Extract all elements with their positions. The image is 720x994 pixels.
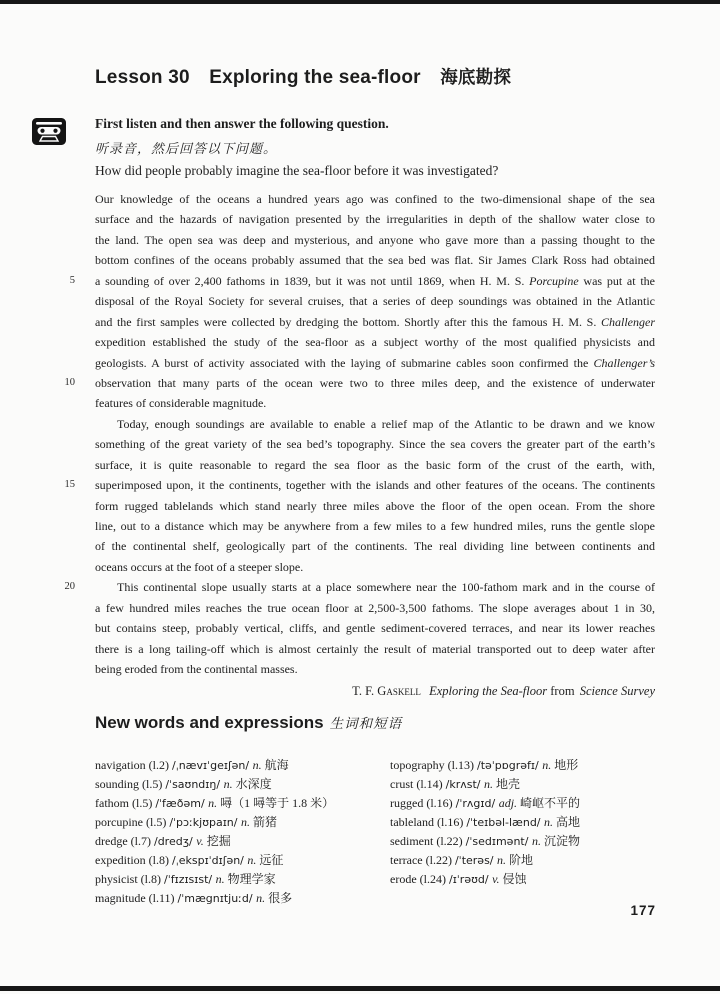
line-number: [0, 414, 75, 434]
vocab-definition: 阶地: [509, 853, 534, 867]
passage-line: [0, 516, 655, 536]
passage: [0, 189, 655, 680]
page-edge-top: [0, 0, 720, 4]
vocab-definition: 挖掘: [206, 834, 231, 848]
vocab-definition: 地形: [554, 758, 579, 772]
passage-line: [0, 659, 655, 679]
vocab-pronunciation: /ˈpɔːkjʊpaɪn/: [169, 816, 241, 829]
passage-line-text: line, out to a distance which may be anywhere from a few miles to a few hundred miles, runs the gentle slope: [95, 519, 655, 533]
passage-line-text: a sounding of over 2,400 fathoms in 1839, but it was not until 1869, when H. M. S. Porcupine was put at the: [95, 273, 656, 288]
passage-line-text: This continental slope usually starts at a place somewhere near the 100-fathom mark and in the course of: [117, 580, 655, 595]
passage-line: [0, 393, 655, 413]
vocab-item: [95, 832, 387, 851]
passage-line-text: being eroded from the continental masses.: [95, 662, 298, 677]
vocab-item: [95, 794, 387, 813]
vocab-part-of-speech: adj.: [498, 796, 521, 810]
passage-line-text: superimposed upon, it the continents, together with the islands and other features of the oceans. The continents: [95, 478, 655, 493]
vocab-item: [390, 870, 656, 889]
page-edge-bottom: [0, 986, 720, 991]
line-number: [0, 639, 75, 659]
vocab-word: tableland: [390, 815, 437, 829]
lesson-number: Lesson 30: [95, 67, 190, 88]
vocab-pronunciation: /ˌnævɪˈgeɪʃən/: [171, 759, 253, 772]
line-number: [0, 189, 75, 209]
vocab-word: sediment: [390, 834, 437, 848]
vocab-item: [390, 851, 656, 870]
passage-line-text: surface, it is quite reasonable to regard the sea floor as the basic form of the crust of the earth, with,: [95, 457, 655, 472]
passage-line: [0, 271, 655, 291]
vocab-word: expedition: [95, 853, 149, 867]
vocab-word: dredge: [95, 834, 131, 848]
vocab-word: crust: [390, 777, 417, 791]
line-number: [0, 516, 75, 536]
vocab-item: [390, 832, 656, 851]
passage-line-text: expedition established the study of the sea-floor as a subject worthy of the most qualified physicists and: [95, 335, 655, 350]
vocab-section-heading: [95, 712, 402, 733]
vocab-part-of-speech: n.: [542, 758, 555, 772]
vocab-word: terrace: [390, 853, 426, 867]
vocab-part-of-speech: v.: [196, 834, 207, 848]
line-number: [0, 557, 75, 577]
vocab-pronunciation: /ˌekspɪˈdɪʃən/: [171, 854, 248, 867]
vocab-part-of-speech: n.: [247, 853, 260, 867]
vocab-pronunciation: /dredʒ/: [153, 835, 197, 848]
line-number: 10: [64, 376, 75, 388]
vocab-word: fathom: [95, 796, 132, 810]
vocab-part-of-speech: n.: [484, 777, 497, 791]
passage-line-text: disposal of the Royal Society for several cruises, that a series of deep soundings was obtained in the Atlantic: [95, 294, 655, 309]
attribution-author: T. F. Gaskell: [352, 684, 421, 698]
vocab-definition: 水深度: [235, 777, 272, 791]
vocab-item: [390, 813, 656, 832]
attribution-work: Exploring the Sea-floor: [429, 684, 548, 698]
lesson-title: [95, 64, 511, 89]
passage-line-text: observation that many parts of the ocean were two to three miles deep, and the existence of underwater: [95, 375, 655, 390]
vocab-part-of-speech: n.: [215, 872, 228, 886]
vocab-item: [390, 794, 656, 813]
vocab-word: porcupine: [95, 815, 146, 829]
passage-line: [0, 496, 655, 516]
vocab-part-of-speech: n.: [223, 777, 236, 791]
vocab-definition: 箭猪: [252, 815, 277, 829]
vocab-line-ref: (l.24): [419, 872, 449, 886]
vocab-part-of-speech: n.: [208, 796, 221, 810]
line-number: [0, 536, 75, 556]
line-number: [0, 332, 75, 352]
vocab-definition: 崎岖不平的: [520, 796, 581, 810]
passage-line: [0, 639, 655, 659]
line-number: [0, 598, 75, 618]
vocab-pronunciation: /ɪˈrəʊd/: [448, 873, 493, 886]
vocab-item: [95, 851, 387, 870]
vocab-pronunciation: /ˈmægnɪtjuːd/: [177, 892, 257, 905]
passage-line: [0, 332, 655, 352]
vocab-definition: 地壳: [496, 777, 521, 791]
vocab-word: rugged: [390, 796, 427, 810]
line-number: [0, 659, 75, 679]
cassette-icon: [32, 118, 66, 150]
vocab-list-right: [390, 756, 656, 889]
listening-instruction-zh: 听录音，然后回答以下问题。: [95, 141, 278, 156]
line-number: [0, 393, 75, 413]
vocab-pronunciation: /ˈteɪbəl-lænd/: [466, 816, 544, 829]
line-number: [0, 496, 75, 516]
passage-line-text: Our knowledge of the oceans a hundred years ago was confined to the two-dimensional shape of the sea: [95, 192, 655, 206]
listening-question: How did people probably imagine the sea-floor before it was investigated?: [95, 163, 499, 178]
vocab-pronunciation: /ˈfæðəm/: [155, 797, 209, 810]
vocab-line-ref: (l.16): [436, 815, 467, 829]
vocab-line-ref: (l.14): [416, 777, 446, 791]
vocab-pronunciation: /ˈsaʊndɪŋ/: [165, 778, 224, 791]
vocab-item: [95, 889, 387, 908]
passage-line: [0, 557, 655, 577]
vocab-word: sounding: [95, 777, 143, 791]
passage-line-text: of the continental shelf, geologically part of the continents. The real dividing line between continents and: [95, 539, 655, 554]
vocab-line-ref: (l.5): [142, 777, 166, 791]
passage-line: [0, 475, 655, 495]
vocab-part-of-speech: n.: [544, 815, 556, 829]
passage-line: [0, 230, 655, 250]
lesson-title-zh: 海底勘探: [440, 67, 512, 87]
line-number: 20: [64, 581, 75, 593]
line-number: 5: [69, 274, 75, 286]
vocab-item: [390, 775, 656, 794]
passage-line: [0, 291, 655, 311]
passage-line: [0, 536, 655, 556]
passage-line: [0, 414, 655, 434]
vocab-definition: 噚（1 噚等于 1.8 米）: [220, 796, 335, 810]
line-number: [0, 291, 75, 311]
vocab-line-ref: (l.8): [148, 853, 172, 867]
passage-line: [0, 209, 655, 229]
passage-line-text: geologists. A burst of activity associated with the laying of submarine cables soon confirmed the Challenger’s: [95, 355, 655, 370]
passage-line: [0, 455, 655, 475]
vocab-part-of-speech: n.: [256, 891, 269, 905]
page-number: 177: [630, 903, 656, 918]
vocab-definition: 航海: [264, 758, 289, 772]
vocab-item: [390, 756, 656, 775]
vocab-pronunciation: /təˈpɒgrəfɪ/: [476, 759, 543, 772]
passage-line-text: oceans occurs at the foot of a steeper slope.: [95, 559, 304, 574]
vocab-line-ref: (l.22): [425, 853, 455, 867]
vocab-line-ref: (l.8): [140, 872, 164, 886]
vocab-line-ref: (l.7): [130, 834, 154, 848]
passage-line: [0, 353, 655, 373]
passage-line: [0, 373, 655, 393]
vocab-line-ref: (l.2): [148, 758, 172, 772]
attribution-connector: from: [550, 684, 575, 698]
listening-instruction-block: [95, 116, 655, 179]
line-number: [0, 312, 75, 332]
vocab-heading-zh: 生词和短语: [329, 716, 403, 731]
vocab-pronunciation: /krʌst/: [445, 778, 485, 791]
vocab-part-of-speech: n.: [531, 834, 544, 848]
vocab-line-ref: (l.22): [436, 834, 466, 848]
passage-line-text: a few hundred miles reaches the true ocean floor at 2,500-3,500 fathoms. The slope averages about 1 in 30,: [95, 600, 655, 615]
line-number: [0, 209, 75, 229]
passage-line-text: something of the great variety of the sea bed’s topography. Since the sea covers the greater part of the earth’s: [95, 437, 655, 452]
passage-line-text: Today, enough soundings are available to enable a relief map of the Atlantic to be drawn and we know: [117, 416, 655, 431]
passage-line: [0, 577, 655, 597]
vocab-part-of-speech: n.: [240, 815, 253, 829]
passage-line: [0, 189, 655, 209]
vocab-pronunciation: /ˈterəs/: [454, 854, 498, 867]
passage-line-text: features of considerable magnitude.: [95, 396, 267, 411]
vocab-pronunciation: /ˈrʌgɪd/: [455, 797, 499, 810]
attribution: [352, 684, 655, 699]
vocab-heading-en: New words and expressions: [95, 713, 324, 732]
vocab-definition: 远征: [259, 853, 284, 867]
vocab-line-ref: (l.13): [447, 758, 477, 772]
passage-line-text: there is a long tailing-off which is almost certainly the result of material transported out to deep water after: [95, 641, 655, 656]
passage-line-text: surface and the hazards of navigation presented by the irregularities in depth of the shallow water close to: [95, 212, 655, 227]
vocab-definition: 很多: [268, 891, 293, 905]
passage-line-text: bottom confines of the oceans probably assumed that the sea bed was flat. Sir James Clark Ross had obtained: [95, 253, 655, 268]
vocab-item: [95, 870, 387, 889]
passage-line: [0, 250, 655, 270]
vocab-item: [95, 775, 387, 794]
vocab-part-of-speech: v.: [492, 872, 503, 886]
vocab-definition: 物理学家: [227, 872, 276, 886]
line-number: [0, 618, 75, 638]
passage-line-text: and the first samples were collected by dredging the bottom. Shortly after this the famous H. M. S. Challenger: [95, 314, 655, 329]
vocab-definition: 高地: [556, 815, 581, 829]
vocab-line-ref: (l.5): [132, 796, 156, 810]
passage-line-text: the land. The open sea was deep and mysterious, and anyone who gave more than a passing thought to the: [95, 232, 655, 247]
line-number: [0, 434, 75, 454]
passage-line-text: form rugged tablelands which stand nearly three miles above the floor of the open ocean. From the shore: [95, 498, 655, 513]
lesson-title-en: Exploring the sea-floor: [209, 67, 421, 88]
vocab-part-of-speech: n.: [252, 758, 265, 772]
vocab-pronunciation: /ˈfɪzɪsɪst/: [164, 873, 216, 886]
vocab-word: physicist: [95, 872, 141, 886]
listening-instruction: First listen and then answer the following question.: [95, 116, 389, 131]
vocab-line-ref: (l.5): [145, 815, 170, 829]
passage-line: [0, 598, 655, 618]
vocab-line-ref: (l.11): [148, 891, 178, 905]
passage-line: [0, 312, 655, 332]
vocab-definition: 侵蚀: [502, 872, 527, 886]
line-number: [0, 230, 75, 250]
vocab-item: [95, 813, 387, 832]
vocab-part-of-speech: n.: [497, 853, 510, 867]
vocab-word: magnitude: [95, 891, 149, 905]
vocab-list-left: [95, 756, 387, 908]
passage-line: [0, 434, 655, 454]
vocab-line-ref: (l.16): [426, 796, 456, 810]
vocab-definition: 沉淀物: [543, 834, 580, 848]
vocab-pronunciation: /ˈsedɪmənt/: [465, 835, 532, 848]
passage-line-text: but contains steep, probably vertical, cliffs, and gentle sediment-covered terraces, and near its lower reaches: [95, 621, 655, 636]
line-number: [0, 250, 75, 270]
attribution-source: Science Survey: [579, 684, 655, 698]
vocab-word: navigation: [95, 758, 149, 772]
vocab-word: topography: [390, 758, 448, 772]
vocab-item: [95, 756, 387, 775]
passage-line: [0, 618, 655, 638]
line-number: [0, 455, 75, 475]
line-number: [0, 353, 75, 373]
line-number: 15: [64, 479, 75, 491]
vocab-word: erode: [390, 872, 420, 886]
